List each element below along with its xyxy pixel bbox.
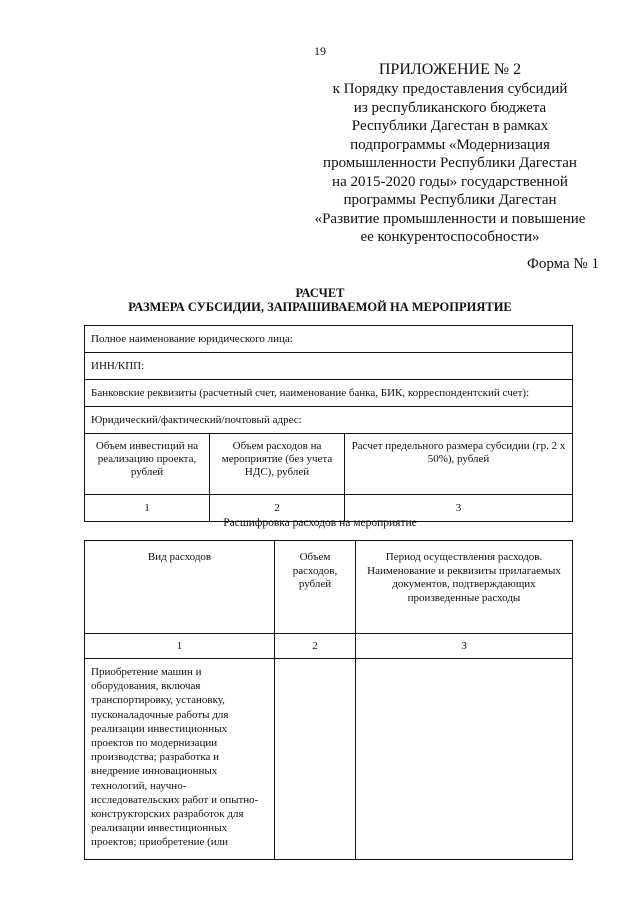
appendix-line: ее конкурентоспособности» (360, 229, 540, 245)
appendix-title: ПРИЛОЖЕНИЕ № 2 (378, 61, 522, 78)
column-number[interactable]: 3 (345, 495, 573, 522)
appendix-line: на 2015-2020 годы» государственной (332, 173, 568, 190)
expense-line: производства; разработка и (91, 751, 220, 764)
column-number: 1 (85, 634, 275, 659)
column-header: Расчет предельного размера субсидии (гр. 2 х 50%), рублей (345, 434, 573, 495)
column-header: Объем инвестиций на реализацию проекта, рублей (85, 434, 210, 495)
column-number[interactable]: 2 (210, 495, 345, 522)
expense-line: реализации инвестиционных (91, 822, 228, 835)
appendix-text (300, 80, 600, 247)
expense-line: пусконаладочные работы для (91, 708, 229, 721)
subsidy-calculation-table (84, 325, 573, 522)
document-heading (0, 286, 640, 314)
expense-documents-cell[interactable] (356, 659, 573, 860)
expense-type-cell (85, 659, 275, 860)
column-header: Вид расходов (85, 541, 275, 634)
expense-line: конструкторских разработок для (91, 808, 244, 821)
inn-kpp-field[interactable]: ИНН/КПП: (85, 353, 573, 380)
heading-line-2: РАЗМЕРА СУБСИДИИ, ЗАПРАШИВАЕМОЙ НА МЕРОПРИЯТИЕ (128, 300, 512, 314)
appendix-line: к Порядку предоставления субсидий (332, 81, 568, 97)
column-number[interactable]: 1 (85, 495, 210, 522)
column-number: 2 (275, 634, 356, 659)
column-header: Объем расходов, рублей (275, 541, 356, 634)
expenses-subheading: Расшифровка расходов на мероприятие (223, 517, 417, 529)
column-number: 3 (356, 634, 573, 659)
page-number: 19 (314, 44, 326, 58)
expense-line: реализации инвестиционных (91, 722, 228, 735)
expense-line: транспортировку, установку, (91, 694, 225, 707)
appendix-line: из республиканского бюджета (353, 99, 547, 116)
address-field[interactable]: Юридический/фактический/почтовый адрес: (85, 407, 573, 434)
expense-line: проектов; приобретение (или (91, 836, 229, 849)
heading-line-1: РАСЧЕТ (295, 286, 345, 300)
appendix-line: подпрограммы «Модернизация (350, 136, 550, 153)
column-header: Период осуществления расходов. Наименование и реквизиты прилагаемых документов, подтверждающих произведенные расходы (356, 541, 573, 634)
expense-line: оборудования, включая (91, 680, 201, 693)
expense-line: внедрение инновационных (91, 765, 218, 778)
expense-amount-cell[interactable] (275, 659, 356, 860)
expense-line: проектов по модернизации (91, 737, 218, 750)
expense-line: исследовательских работ и опытно- (91, 793, 259, 806)
expenses-breakdown-table (84, 540, 573, 860)
expense-line: технологий, научно- (91, 779, 187, 792)
legal-name-field[interactable]: Полное наименование юридического лица: (85, 326, 573, 353)
expense-line: Приобретение машин и (91, 666, 202, 678)
appendix-line: Республики Дагестан в рамках (351, 118, 549, 134)
appendix-line: промышленности Республики Дагестан (323, 155, 577, 171)
form-label: Форма № 1 (527, 256, 599, 272)
column-header: Объем расходов на мероприятие (без учета НДС), рублей (210, 434, 345, 495)
appendix-line: программы Республики Дагестан (343, 192, 557, 208)
appendix-line: «Развитие промышленности и повышение (314, 210, 586, 227)
bank-details-field[interactable]: Банковские реквизиты (расчетный счет, наименование банка, БИК, корреспондентский счет): (85, 380, 573, 407)
